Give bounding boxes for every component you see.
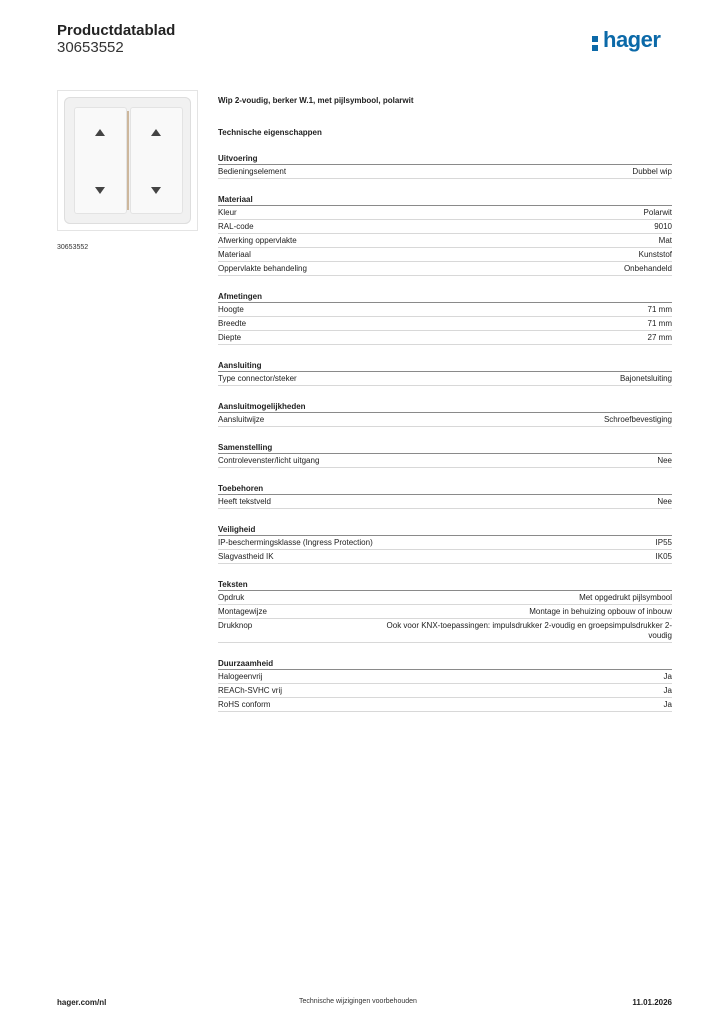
group-title: Teksten: [218, 579, 672, 591]
spec-group: [218, 291, 672, 345]
group-title: Aansluitmogelijkheden: [218, 401, 672, 413]
spec-group: [218, 524, 672, 564]
group-title: Toebehoren: [218, 483, 672, 495]
spec-value: 71 mm: [647, 305, 672, 314]
spec-row: [218, 331, 672, 345]
logo-text: hager: [603, 27, 661, 52]
spec-group: [218, 360, 672, 386]
spec-row: [218, 220, 672, 234]
switch-frame: [64, 97, 191, 224]
spec-group: [218, 401, 672, 427]
spec-value: Montage in behuizing opbouw of inbouw: [529, 607, 672, 616]
document-title: Productdatablad: [57, 22, 176, 39]
spec-value: Onbehandeld: [623, 264, 672, 273]
hager-logo: [591, 27, 675, 56]
spec-row: [218, 317, 672, 331]
spec-row: [218, 670, 672, 684]
spec-value: Ja: [663, 700, 672, 709]
spec-label: Breedte: [218, 319, 247, 328]
spec-group: [218, 579, 672, 643]
spec-row: [218, 495, 672, 509]
spec-value: Mat: [658, 236, 672, 245]
arrow-down-icon: [95, 187, 105, 194]
spec-value: Met opgedrukt pijlsymbool: [579, 593, 672, 602]
spec-label: Halogeenvrij: [218, 672, 263, 681]
spec-row: [218, 619, 672, 643]
spec-row: [218, 372, 672, 386]
group-title: Duurzaamheid: [218, 658, 672, 670]
spec-label: Montagewijze: [218, 607, 267, 616]
spec-label: IP-beschermingsklasse (Ingress Protection): [218, 538, 373, 547]
arrow-up-icon: [95, 129, 105, 136]
spec-row: [218, 165, 672, 179]
spec-group: [218, 194, 672, 276]
spec-row: [218, 698, 672, 712]
spec-label: REACh-SVHC vrij: [218, 686, 283, 695]
spec-row: [218, 536, 672, 550]
spec-value: Dubbel wip: [632, 167, 672, 176]
logo-dot-bottom: [592, 45, 598, 51]
footer-date: 11.01.2026: [632, 998, 672, 1007]
spec-label: Controlevenster/licht uitgang: [218, 456, 320, 465]
spec-row: [218, 262, 672, 276]
spec-label: Drukknop: [218, 621, 253, 630]
spec-group: [218, 442, 672, 468]
spec-value: Polarwit: [643, 208, 672, 217]
arrow-down-icon: [151, 187, 161, 194]
spec-group: [218, 483, 672, 509]
group-title: Uitvoering: [218, 153, 672, 165]
product-image: [57, 90, 198, 231]
spec-value: Ook voor KNX-toepassingen: impulsdrukker 2-voudig en groepsimpulsdrukker 2-voudig: [386, 621, 672, 640]
group-title: Aansluiting: [218, 360, 672, 372]
spec-value: Nee: [657, 497, 672, 506]
rocker-right: [130, 107, 183, 214]
rocker-left: [74, 107, 127, 214]
spec-value: IK05: [655, 552, 672, 561]
spec-groups: [218, 153, 672, 712]
footer-website: hager.com/nl: [57, 998, 107, 1007]
spec-label: Diepte: [218, 333, 242, 342]
spec-value: Ja: [663, 686, 672, 695]
spec-label: Kleur: [218, 208, 237, 217]
spec-label: Afwerking oppervlakte: [218, 236, 297, 245]
spec-row: [218, 303, 672, 317]
spec-value: Kunststof: [638, 250, 672, 259]
group-title: Materiaal: [218, 194, 672, 206]
spec-row: [218, 605, 672, 619]
spec-row: [218, 550, 672, 564]
spec-value: Bajonetsluiting: [619, 374, 672, 383]
spec-value: Nee: [657, 456, 672, 465]
spec-label: Materiaal: [218, 250, 251, 259]
product-number: 30653552: [57, 39, 124, 56]
spec-value: Schroefbevestiging: [603, 415, 672, 424]
spec-content: [218, 96, 672, 712]
spec-row: [218, 206, 672, 220]
spec-row: [218, 684, 672, 698]
spec-label: RoHS conform: [218, 700, 271, 709]
spec-row: [218, 591, 672, 605]
footer-notice: Technische wijzigingen voorbehouden: [299, 998, 417, 1005]
rocker-seam: [127, 111, 129, 210]
spec-row: [218, 454, 672, 468]
section-title: Technische eigenschappen: [218, 128, 322, 137]
spec-group: [218, 658, 672, 712]
image-caption: 30653552: [57, 244, 89, 251]
spec-label: Heeft tekstveld: [218, 497, 271, 506]
spec-label: Hoogte: [218, 305, 244, 314]
spec-label: Opdruk: [218, 593, 245, 602]
spec-label: Aansluitwijze: [218, 415, 265, 424]
spec-value: 71 mm: [647, 319, 672, 328]
product-description: Wip 2-voudig, berker W.1, met pijlsymbool, polarwit: [218, 96, 414, 105]
spec-row: [218, 234, 672, 248]
arrow-up-icon: [151, 129, 161, 136]
group-title: Afmetingen: [218, 291, 672, 303]
spec-label: RAL-code: [218, 222, 254, 231]
spec-label: Bedieningselement: [218, 167, 287, 176]
spec-label: Slagvastheid IK: [218, 552, 274, 561]
group-title: Veiligheid: [218, 524, 672, 536]
spec-row: [218, 413, 672, 427]
spec-value: IP55: [655, 538, 672, 547]
spec-value: 9010: [654, 222, 672, 231]
spec-value: 27 mm: [647, 333, 672, 342]
group-title: Samenstelling: [218, 442, 672, 454]
spec-label: Oppervlakte behandeling: [218, 264, 307, 273]
spec-label: Type connector/steker: [218, 374, 297, 383]
logo-dot-top: [592, 36, 598, 42]
spec-row: [218, 248, 672, 262]
spec-value: Ja: [663, 672, 672, 681]
spec-group: [218, 153, 672, 179]
